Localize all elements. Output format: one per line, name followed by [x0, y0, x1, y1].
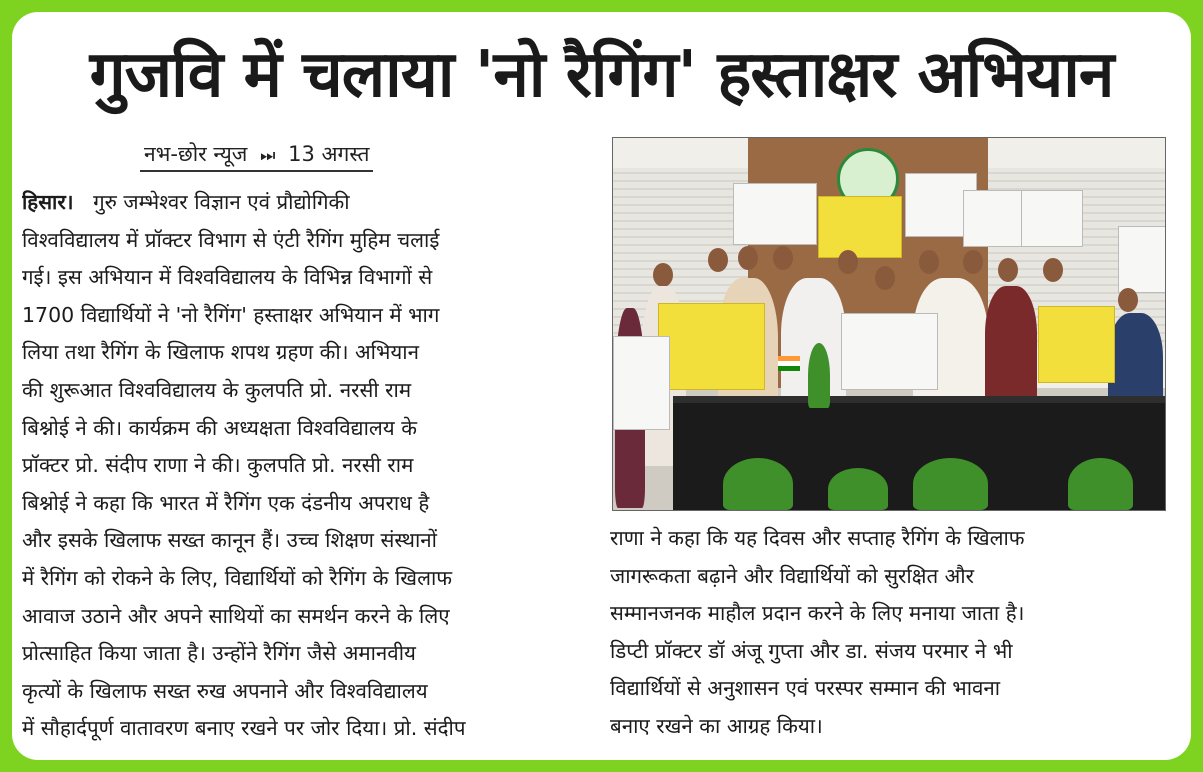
potted-plant: [808, 343, 830, 408]
person-head: [919, 250, 939, 274]
indian-flag: [778, 356, 800, 371]
news-source: नभ-छोर न्यूज: [144, 142, 248, 166]
floor-plant: [723, 458, 793, 510]
person-head: [773, 246, 793, 270]
person-head: [653, 263, 673, 287]
dateline: [140, 140, 373, 172]
placard-yellow: [658, 303, 765, 390]
placard: [1118, 226, 1166, 293]
article-line: डिप्टी प्रॉक्टर डॉ अंजू गुप्ता और डा. संजय परमार ने भी: [610, 638, 1013, 663]
newspaper-clipping: [12, 12, 1191, 760]
person-head: [1043, 258, 1063, 282]
floor-plant: [828, 468, 888, 510]
article-line: 1700 विद्यार्थियों ने 'नो रैगिंग' हस्ताक्षर अभियान में भाग: [22, 302, 440, 327]
person-body: [985, 286, 1037, 406]
placard: [733, 183, 817, 245]
article-first-line: [22, 184, 590, 222]
place-name: हिसार।: [22, 190, 74, 214]
person-head: [838, 250, 858, 274]
article-line: कृत्यों के खिलाफ सख्त रुख अपनाने और विश्वविद्यालय: [22, 678, 428, 703]
article-line: आवाज उठाने और अपने साथियों का समर्थन करने के लिए: [22, 603, 450, 628]
article-line: में रैगिंग को रोकने के लिए, विद्यार्थियों को रैगिंग के खिलाफ: [22, 565, 453, 590]
article-line: बिश्नोई ने की। कार्यक्रम की अध्यक्षता विश्वविद्यालय के: [22, 415, 417, 440]
fast-forward-icon: ⏭: [260, 146, 276, 166]
person-head: [998, 258, 1018, 282]
person-head: [708, 248, 728, 272]
placard: [841, 313, 938, 390]
article-line: में सौहार्दपूर्ण वातावरण बनाए रखने पर जोर दिया। प्रो. संदीप: [22, 716, 466, 741]
floor-plant: [913, 458, 988, 510]
article-line: बनाए रखने का आग्रह किया।: [610, 713, 823, 738]
placard-yellow: [1038, 306, 1115, 383]
person-head: [963, 250, 983, 274]
article-left-column: [22, 184, 590, 748]
event-photo: [612, 137, 1166, 511]
article-line: प्रोत्साहित किया जाता है। उन्होंने रैगिंग जैसे अमानवीय: [22, 641, 416, 666]
article-line: विश्वविद्यालय में प्रॉक्टर विभाग से एंटी रैगिंग मुहिम चलाई: [22, 227, 440, 252]
placard: [1021, 190, 1083, 247]
article-line: बिश्नोई ने कहा कि भारत में रैगिंग एक दंडनीय अपराध है: [22, 490, 430, 515]
article-line: लिया तथा रैगिंग के खिलाफ शपथ ग्रहण की। अभियान: [22, 340, 419, 365]
placard-yellow: [818, 196, 902, 258]
article-line: प्रॉक्टर प्रो. संदीप राणा ने की। कुलपति प्रो. नरसी राम: [22, 453, 414, 478]
article-line: और इसके खिलाफ सख्त कानून हैं। उच्च शिक्षण संस्थानों: [22, 528, 437, 553]
article-right-column: [610, 520, 1170, 746]
floor-plant: [1068, 458, 1133, 510]
headline: गुजवि में चलाया 'नो रैगिंग' हस्ताक्षर अभियान: [89, 38, 1114, 112]
article-line: की शुरूआत विश्वविद्यालय के कुलपति प्रो. नरसी राम: [22, 377, 412, 402]
article-line: गई। इस अभियान में विश्वविद्यालय के विभिन्न विभागों से: [22, 265, 433, 290]
article-text: गुरु जम्भेश्वर विज्ञान एवं प्रौद्योगिकी: [93, 190, 350, 214]
article-line: राणा ने कहा कि यह दिवस और सप्ताह रैगिंग के खिलाफ: [610, 526, 1025, 550]
person-head: [738, 246, 758, 270]
article-line: जागरूकता बढ़ाने और विद्यार्थियों को सुरक्षित और: [610, 563, 975, 588]
news-date: 13 अगस्त: [288, 142, 370, 166]
article-line: विद्यार्थियों से अनुशासन एवं परस्पर सम्मान की भावना: [610, 676, 1001, 701]
person-head: [1118, 288, 1138, 312]
article-line: सम्मानजनक माहौल प्रदान करने के लिए मनाया जाता है।: [610, 601, 1025, 626]
placard: [613, 336, 670, 430]
person-head: [875, 266, 895, 290]
